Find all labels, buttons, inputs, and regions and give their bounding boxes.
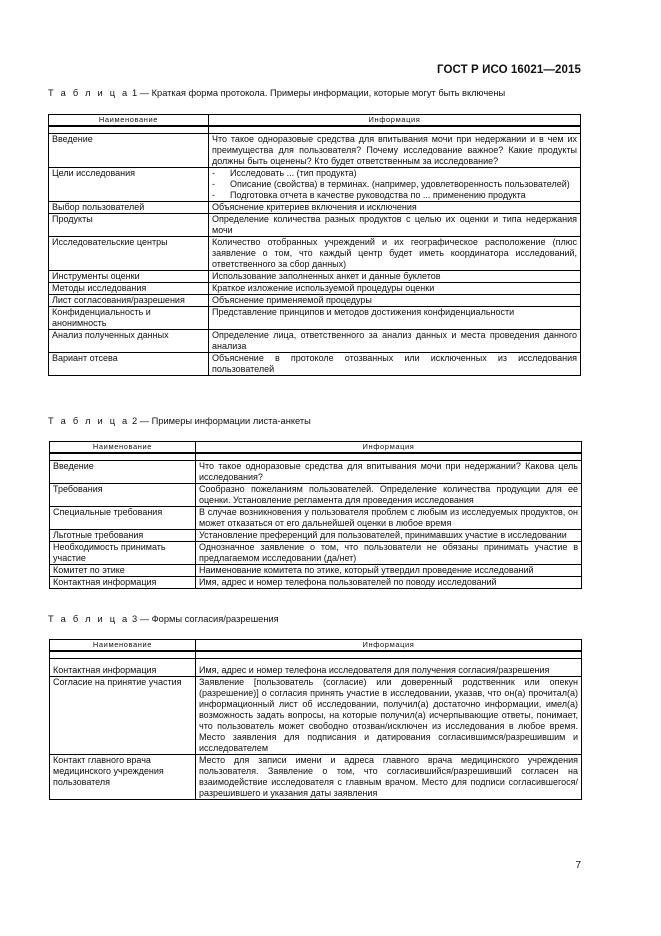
row-name: Требования — [50, 483, 196, 506]
row-name: Цели исследования — [49, 167, 209, 201]
row-name: Конфиденциальность и анонимность — [49, 306, 209, 329]
row-info: Объяснение применяемой процедуры — [209, 294, 581, 306]
row-name: Анализ полученных данных — [49, 329, 209, 352]
table-row — [50, 460, 582, 483]
row-info: Сообразно пожеланиям пользователей. Определение количества продукции для ее оценки. Установление регламента для проведения исследования — [196, 483, 582, 506]
row-info: Объяснение в протоколе отозванных или исключенных из исследования пользователей — [209, 352, 581, 375]
table-row — [49, 294, 581, 306]
table-row — [49, 133, 581, 167]
table-row — [50, 576, 582, 588]
table3 — [49, 639, 582, 800]
row-info: Объяснение критериев включения и исключения — [209, 201, 581, 213]
list-item: - Исследовать ... (тип продукта) — [212, 168, 577, 179]
row-name: Льготные требования — [50, 529, 196, 541]
row-name: Необходимость принимать участие — [50, 541, 196, 564]
table3-caption-text: 3 — Формы согласия/разрешения — [131, 614, 279, 624]
table3-caption — [48, 614, 279, 624]
table-row — [49, 201, 581, 213]
table-row — [49, 329, 581, 352]
table-row — [49, 213, 581, 236]
table-row — [49, 352, 581, 375]
table-row — [49, 236, 581, 270]
table3-header-name: Наименование — [50, 640, 196, 652]
table2-caption — [48, 416, 311, 426]
page-number: 7 — [575, 860, 581, 871]
table1-caption-text: 1 — Краткая форма протокола. Примеры информации, которые могут быть включены — [131, 88, 506, 98]
row-info: Установление преференций для пользователей, принимавших участие в исследовании — [196, 529, 582, 541]
table1-caption-label: Т а б л и ц а — [48, 88, 130, 98]
row-info: Однозначное заявление о том, что пользователи не обязаны принимать участие в предлагаемом исследовании (да/нет) — [196, 541, 582, 564]
row-name: Контакт главного врача медицинского учреждения пользователя — [50, 754, 196, 799]
row-info: Имя, адрес и номер телефона исследователя для получения согласия/разрешения — [196, 658, 582, 676]
row-name: Инструменты оценки — [49, 270, 209, 282]
row-name: Введение — [50, 460, 196, 483]
table-row — [50, 564, 582, 576]
row-info: В случае возникновения у пользователя проблем с любым из исследуемых продуктов, он может отказаться от его дальнейшей оценки в любое время — [196, 506, 582, 529]
table2-header-name: Наименование — [50, 442, 196, 454]
table3-caption-label: Т а б л и ц а — [48, 614, 130, 624]
row-name: Продукты — [49, 213, 209, 236]
row-info-list — [209, 167, 581, 201]
table-row — [50, 506, 582, 529]
row-info: Количество отобранных учреждений и их географическое расположение (плюс заявление о том, что каждый центр будет иметь координатора исследований, ответственного за сбор данных) — [209, 236, 581, 270]
table1-header-name: Наименование — [49, 115, 209, 127]
row-name: Комитет по этике — [50, 564, 196, 576]
table2-header-info: Информация — [196, 442, 582, 454]
row-name: Исследовательские центры — [49, 236, 209, 270]
row-info: Определение лица, ответственного за анализ данных и места проведения данного анализа — [209, 329, 581, 352]
table-row — [50, 676, 582, 754]
list-item: - Подготовка отчета в качестве руководства по ... применению продукта — [212, 190, 577, 201]
row-info: Определение количества разных продуктов с целью их оценки и типа недержания мочи — [209, 213, 581, 236]
row-info: Использование заполненных анкет и данные буклетов — [209, 270, 581, 282]
table-row — [49, 167, 581, 201]
table2-caption-text: 2 — Примеры информации листа-анкеты — [131, 416, 311, 426]
document-standard-header: ГОСТ Р ИСО 16021—2015 — [436, 64, 581, 76]
table1-header-info: Информация — [209, 115, 581, 127]
table-row — [50, 541, 582, 564]
row-name: Специальные требования — [50, 506, 196, 529]
table2-caption-label: Т а б л и ц а — [48, 416, 130, 426]
row-name: Лист согласования/разрешения — [49, 294, 209, 306]
row-info: Краткое изложение используемой процедуры оценки — [209, 282, 581, 294]
table-row — [50, 483, 582, 506]
row-name: Методы исследования — [49, 282, 209, 294]
table-row — [49, 282, 581, 294]
row-name: Вариант отсева — [49, 352, 209, 375]
row-name: Согласие на принятие участия — [50, 676, 196, 754]
row-name: Контактная информация — [50, 658, 196, 676]
table-row — [50, 754, 582, 799]
table-row — [49, 270, 581, 282]
table2 — [49, 441, 582, 589]
row-name: Введение — [49, 133, 209, 167]
table-row — [50, 529, 582, 541]
table1-caption — [48, 88, 505, 98]
row-info: Что такое одноразовые средства для впитывания мочи при недержании и в чем их преимущества для пользователя? Почему исследование важное? Какие продукты должны быть оценены? Кто будет ответственным за исследование? — [209, 133, 581, 167]
row-info: Место для записи имени и адреса главного врача медицинского учреждения пользователя. Заявление о том, что согласившийся/разрешивший согласен на взаимодействие исследователя с главным врачом. Место для подписи согласившегося/разрешившего и указания даты заявления — [196, 754, 582, 799]
row-info: Наименование комитета по этике, который утвердил проведение исследований — [196, 564, 582, 576]
table-row — [49, 306, 581, 329]
row-info: Заявление [пользователь (согласие) или доверенный родственник или опекун (разрешение)] о согласия принять участие в исследовании, указав, что он(а) прочитал(а) информационный лист об исследовании, получил(а) достаточно информации, имел(а) возможность задать вопросы, на которые получил(а) исчерпывающие ответы, понимает, что пользователь может свободно отозван/исключен из исследования в любое время. Место заявления для подписания и датирования согласившимся/разрешившим и исследователем — [196, 676, 582, 754]
table-row — [50, 658, 582, 676]
row-name: Контактная информация — [50, 576, 196, 588]
row-name: Выбор пользователей — [49, 201, 209, 213]
row-info: Что такое одноразовые средства для впитывания мочи при недержании? Какова цель исследования? — [196, 460, 582, 483]
row-info: Имя, адрес и номер телефона пользователей по поводу исследований — [196, 576, 582, 588]
table3-header-info: Информация — [196, 640, 582, 652]
table1 — [48, 114, 581, 376]
row-info: Представление принципов и методов достижения конфиденциальности — [209, 306, 581, 329]
list-item: - Описание (свойства) в терминах. (например, удовлетворенность пользователей) — [212, 179, 577, 190]
